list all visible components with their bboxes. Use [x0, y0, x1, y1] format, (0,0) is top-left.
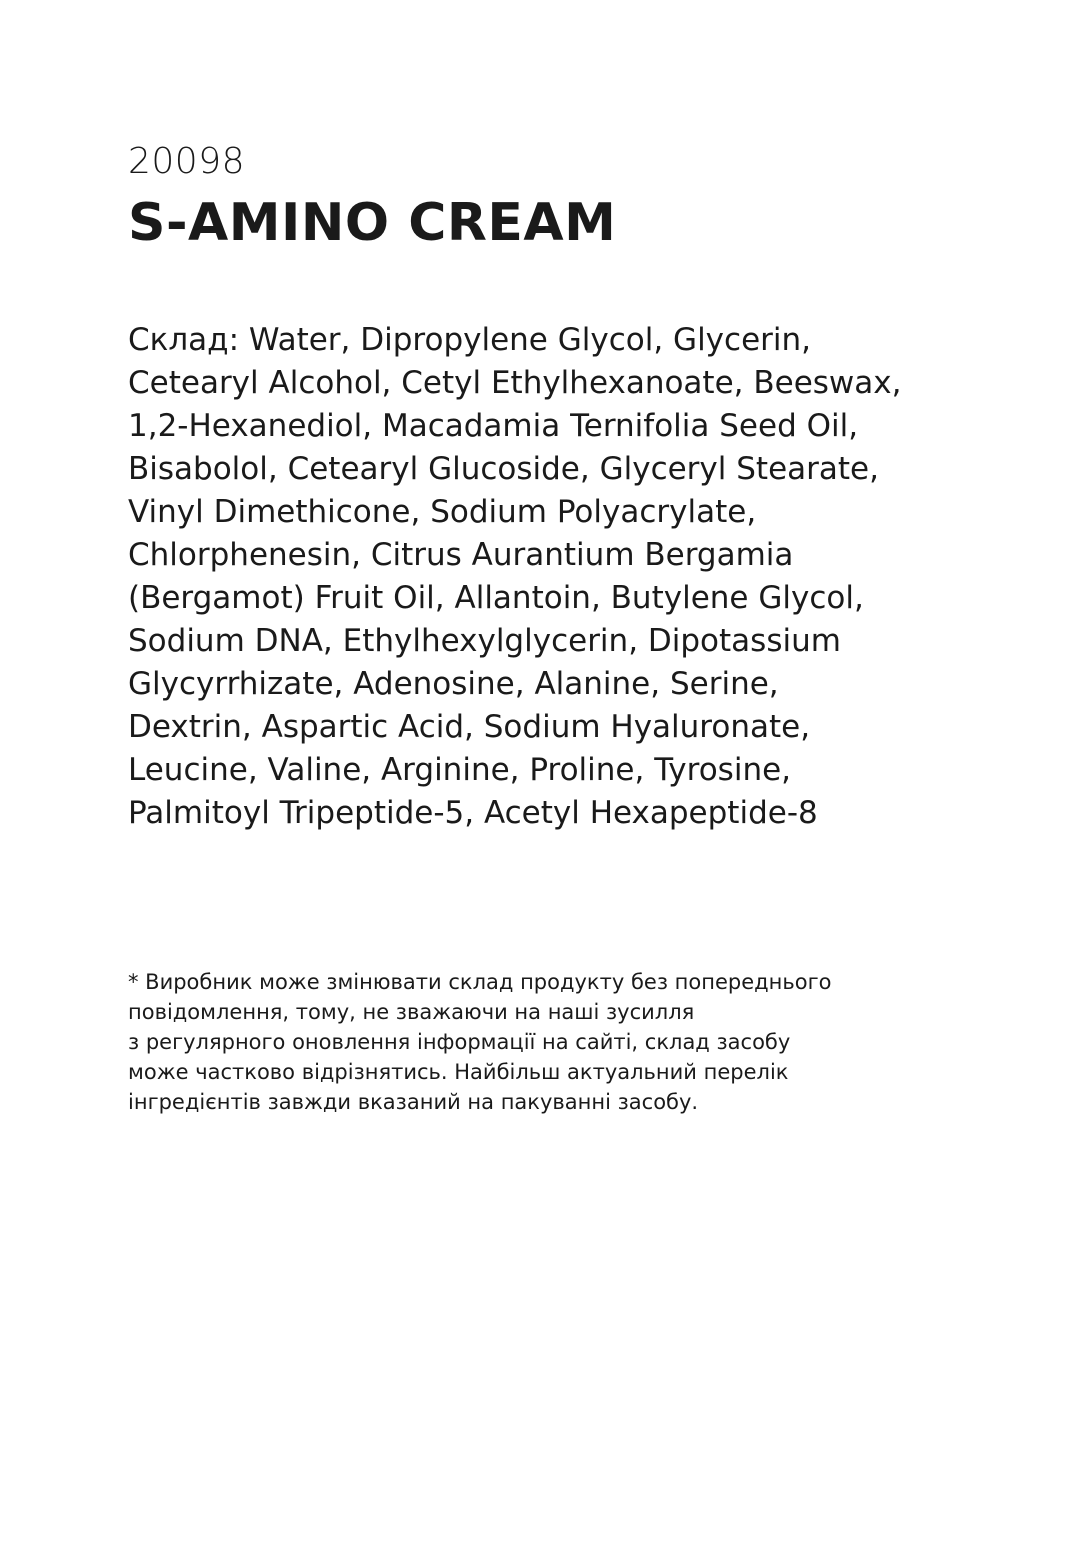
disclaimer-line: інгредієнтів завжди вказаний на пакуванні засобу. — [128, 1090, 699, 1114]
ingredients-line: Glycyrrhizate, Adenosine, Alanine, Serine, — [128, 666, 779, 702]
ingredients-line: Leucine, Valine, Arginine, Proline, Tyrosine, — [128, 752, 792, 788]
ingredients-line: Sodium DNA, Ethylhexylglycerin, Dipotassium — [128, 623, 841, 659]
ingredients-line: (Bergamot) Fruit Oil, Allantoin, Butylene Glycol, — [128, 580, 864, 616]
product-code: 20098 — [128, 141, 246, 182]
product-title: S-AMINO CREAM — [128, 193, 617, 253]
ingredients-line: Cetearyl Alcohol, Cetyl Ethylhexanoate, Beeswax, — [128, 365, 902, 401]
disclaimer-line: * Виробник може змінювати склад продукту без попереднього — [128, 970, 832, 994]
ingredients-line: Dextrin, Aspartic Acid, Sodium Hyaluronate, — [128, 709, 811, 745]
disclaimer-line: з регулярного оновлення інформації на сайті, склад засобу — [128, 1030, 791, 1054]
ingredients-list — [128, 319, 1028, 835]
ingredients-line: 1,2-Hexanediol, Macadamia Ternifolia Seed Oil, — [128, 408, 859, 444]
ingredients-line: Bisabolol, Cetearyl Glucoside, Glyceryl Stearate, — [128, 451, 879, 487]
ingredients-line: Склад: Water, Dipropylene Glycol, Glycerin, — [128, 322, 811, 358]
disclaimer-line: може частково відрізнятись. Найбільш актуальний перелік — [128, 1060, 789, 1084]
disclaimer-line: повідомлення, тому, не зважаючи на наші зусилля — [128, 1000, 695, 1024]
ingredients-line: Chlorphenesin, Citrus Aurantium Bergamia — [128, 537, 794, 573]
disclaimer-note — [128, 967, 1028, 1117]
ingredients-line: Palmitoyl Tripeptide-5, Acetyl Hexapeptide-8 — [128, 795, 818, 831]
ingredients-line: Vinyl Dimethicone, Sodium Polyacrylate, — [128, 494, 757, 530]
